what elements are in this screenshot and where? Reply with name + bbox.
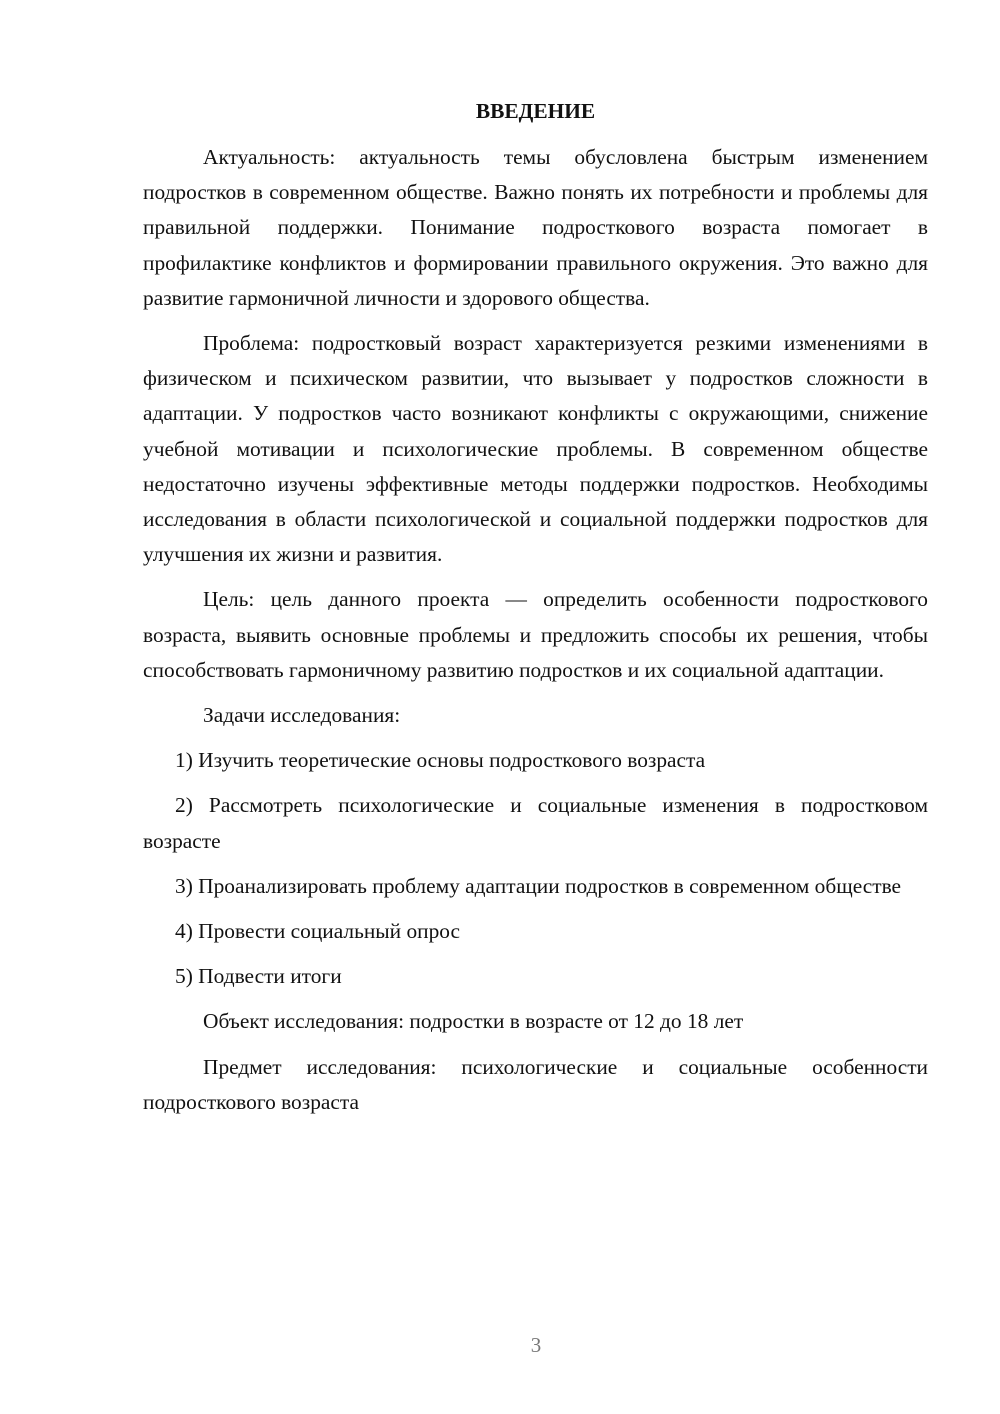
section-heading: ВВЕДЕНИЕ [475,99,596,123]
page-number: 3 [530,1333,542,1357]
task-item: 5) Подвести итоги [175,964,342,989]
task-item: 1) Изучить теоретические основы подросткового возраста [175,748,706,773]
relevance-paragraph: Актуальность: актуальность темы обусловлена быстрым изменением подростков в современном обществе. Важно понять их потребности и проблемы для правильной поддержки. Понимание подросткового возраста помогает в профилактике конфликтов и формировании правильного окружения. Это важно для развитие гармоничной личности и здорового общества. [143,145,928,310]
research-subject: Предмет исследования: психологические и социальные особенности подросткового возраста [143,1054,928,1114]
goal-paragraph: Цель: цель данного проекта — определить особенности подросткового возраста, выявить основные проблемы и предложить способы их решения, чтобы способствовать гармоничному развитию подростков и их социальной адаптации. [143,587,928,682]
research-object: Объект исследования: подростки в возрасте от 12 до 18 лет [203,1009,744,1034]
page-content [143,94,928,1130]
tasks-title: Задачи исследования: [203,703,401,728]
problem-paragraph: Проблема: подростковый возраст характеризуется резкими изменениями в физическом и психическом развитии, что вызывает у подростков сложности в адаптации. У подростков часто возникают конфликты с окружающими, снижение учебной мотивации и психологические проблемы. В современном обществе недостаточно изучены эффективные методы поддержки подростков. Необходимы исследования в области психологической и социальной поддержки подростков для улучшения их жизни и развития. [143,331,928,567]
task-item: 2) Рассмотреть психологические и социальные изменения в подростковом возрасте [143,793,928,853]
task-item: 3) Проанализировать проблему адаптации подростков в современном обществе [175,873,902,898]
task-item: 4) Провести социальный опрос [175,919,461,944]
